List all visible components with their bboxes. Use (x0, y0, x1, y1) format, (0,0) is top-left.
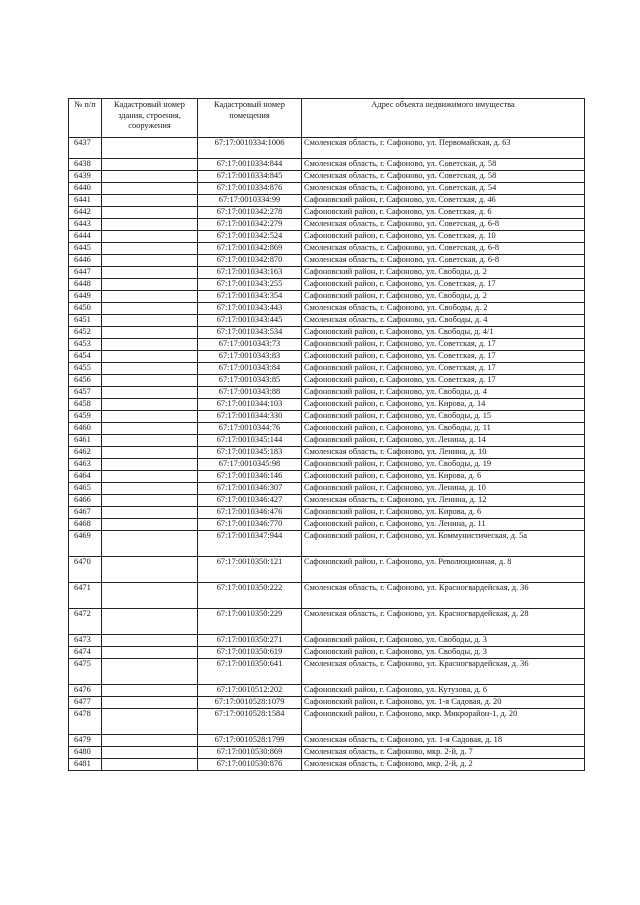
address-cell: Смоленская область, г. Сафоново, ул. 1-я Садовая, д. 18 (302, 735, 585, 747)
building-cadastral-cell (102, 411, 198, 423)
row-number-cell: 6479 (69, 735, 102, 747)
address-cell: Сафоновский район, г. Сафоново, ул. Советская, д. 17 (302, 279, 585, 291)
table-header (69, 99, 585, 138)
row-number-cell: 6481 (69, 759, 102, 771)
header-building-cadastral: Кадастровый номер здания, строения, сооружения (102, 99, 198, 138)
table-row (69, 219, 585, 231)
building-cadastral-cell (102, 399, 198, 411)
room-cadastral-cell: 67:17:0010528:1799 (198, 735, 302, 747)
table-row (69, 647, 585, 659)
building-cadastral-cell (102, 483, 198, 495)
room-cadastral-cell: 67:17:0010343:85 (198, 375, 302, 387)
table-row (69, 255, 585, 267)
building-cadastral-cell (102, 255, 198, 267)
room-cadastral-cell: 67:17:0010334:845 (198, 171, 302, 183)
table-row (69, 659, 585, 685)
building-cadastral-cell (102, 435, 198, 447)
table-row (69, 231, 585, 243)
row-number-cell: 6472 (69, 609, 102, 635)
row-number-cell: 6458 (69, 399, 102, 411)
row-number-cell: 6459 (69, 411, 102, 423)
table-row (69, 495, 585, 507)
building-cadastral-cell (102, 609, 198, 635)
table-row (69, 339, 585, 351)
row-number-cell: 6442 (69, 207, 102, 219)
address-cell: Смоленская область, г. Сафоново, ул. Ленина, д. 10 (302, 447, 585, 459)
address-cell: Сафоновский район, г. Сафоново, ул. Свободы, д. 2 (302, 267, 585, 279)
row-number-cell: 6470 (69, 557, 102, 583)
building-cadastral-cell (102, 243, 198, 255)
room-cadastral-cell: 67:17:0010342:278 (198, 207, 302, 219)
building-cadastral-cell (102, 207, 198, 219)
building-cadastral-cell (102, 195, 198, 207)
table-row (69, 171, 585, 183)
room-cadastral-cell: 67:17:0010334:99 (198, 195, 302, 207)
building-cadastral-cell (102, 507, 198, 519)
room-cadastral-cell: 67:17:0010530:869 (198, 747, 302, 759)
address-cell: Смоленская область, г. Сафоново, ул. Свободы, д. 2 (302, 303, 585, 315)
room-cadastral-cell: 67:17:0010343:73 (198, 339, 302, 351)
room-cadastral-cell: 67:17:0010528:1584 (198, 709, 302, 735)
table-row (69, 709, 585, 735)
address-cell: Сафоновский район, г. Сафоново, ул. Коммунистическая, д. 5а (302, 531, 585, 557)
building-cadastral-cell (102, 635, 198, 647)
address-cell: Смоленская область, г. Сафоново, ул. Красногвардейская, д. 36 (302, 659, 585, 685)
address-cell: Смоленская область, г. Сафоново, ул. Советская, д. 58 (302, 159, 585, 171)
room-cadastral-cell: 67:17:0010343:84 (198, 363, 302, 375)
table-row (69, 685, 585, 697)
row-number-cell: 6447 (69, 267, 102, 279)
building-cadastral-cell (102, 659, 198, 685)
building-cadastral-cell (102, 735, 198, 747)
row-number-cell: 6441 (69, 195, 102, 207)
address-cell: Сафоновский район, г. Сафоново, ул. Ленина, д. 11 (302, 519, 585, 531)
building-cadastral-cell (102, 303, 198, 315)
address-cell: Сафоновский район, г. Сафоново, ул. Советская, д. 10 (302, 231, 585, 243)
address-cell: Сафоновский район, г. Сафоново, ул. Свободы, д. 4 (302, 387, 585, 399)
row-number-cell: 6449 (69, 291, 102, 303)
row-number-cell: 6473 (69, 635, 102, 647)
building-cadastral-cell (102, 183, 198, 195)
row-number-cell: 6465 (69, 483, 102, 495)
table-row (69, 138, 585, 159)
row-number-cell: 6471 (69, 583, 102, 609)
address-cell: Смоленская область, г. Сафоново, ул. Советская, д. 54 (302, 183, 585, 195)
row-number-cell: 6451 (69, 315, 102, 327)
document-page (68, 98, 584, 771)
table-row (69, 207, 585, 219)
table-row (69, 583, 585, 609)
table-row (69, 423, 585, 435)
table-row (69, 327, 585, 339)
row-number-cell: 6454 (69, 351, 102, 363)
room-cadastral-cell: 67:17:0010334:844 (198, 159, 302, 171)
row-number-cell: 6468 (69, 519, 102, 531)
address-cell: Сафоновский район, г. Сафоново, ул. Советская, д. 17 (302, 339, 585, 351)
building-cadastral-cell (102, 685, 198, 697)
room-cadastral-cell: 67:17:0010343:83 (198, 351, 302, 363)
room-cadastral-cell: 67:17:0010346:427 (198, 495, 302, 507)
building-cadastral-cell (102, 697, 198, 709)
address-cell: Сафоновский район, г. Сафоново, ул. Свободы, д. 19 (302, 459, 585, 471)
row-number-cell: 6478 (69, 709, 102, 735)
building-cadastral-cell (102, 647, 198, 659)
row-number-cell: 6439 (69, 171, 102, 183)
row-number-cell: 6466 (69, 495, 102, 507)
building-cadastral-cell (102, 759, 198, 771)
building-cadastral-cell (102, 747, 198, 759)
table-row (69, 483, 585, 495)
address-cell: Сафоновский район, г. Сафоново, мкр. Микрорайон-1, д. 20 (302, 709, 585, 735)
building-cadastral-cell (102, 327, 198, 339)
address-cell: Сафоновский район, г. Сафоново, ул. Кирова, д. 6 (302, 507, 585, 519)
building-cadastral-cell (102, 171, 198, 183)
room-cadastral-cell: 67:17:0010350:121 (198, 557, 302, 583)
building-cadastral-cell (102, 423, 198, 435)
row-number-cell: 6446 (69, 255, 102, 267)
room-cadastral-cell: 67:17:0010334:876 (198, 183, 302, 195)
address-cell: Сафоновский район, г. Сафоново, ул. Советская, д. 17 (302, 363, 585, 375)
address-cell: Сафоновский район, г. Сафоново, ул. Кирова, д. 6 (302, 471, 585, 483)
address-cell: Сафоновский район, г. Сафоново, ул. Ленина, д. 10 (302, 483, 585, 495)
table-row (69, 411, 585, 423)
table-row (69, 459, 585, 471)
table-row (69, 183, 585, 195)
table-row (69, 291, 585, 303)
room-cadastral-cell: 67:17:0010345:98 (198, 459, 302, 471)
building-cadastral-cell (102, 291, 198, 303)
row-number-cell: 6475 (69, 659, 102, 685)
address-cell: Сафоновский район, г. Сафоново, ул. Советская, д. 46 (302, 195, 585, 207)
room-cadastral-cell: 67:17:0010350:641 (198, 659, 302, 685)
room-cadastral-cell: 67:17:0010345:144 (198, 435, 302, 447)
table-row (69, 267, 585, 279)
row-number-cell: 6448 (69, 279, 102, 291)
row-number-cell: 6437 (69, 138, 102, 159)
building-cadastral-cell (102, 531, 198, 557)
building-cadastral-cell (102, 267, 198, 279)
table-row (69, 363, 585, 375)
table-row (69, 303, 585, 315)
table-row (69, 471, 585, 483)
building-cadastral-cell (102, 351, 198, 363)
address-cell: Сафоновский район, г. Сафоново, ул. Советская, д. 6 (302, 207, 585, 219)
address-cell: Смоленская область, г. Сафоново, ул. Первомайская, д. 63 (302, 138, 585, 159)
table-row (69, 557, 585, 583)
row-number-cell: 6443 (69, 219, 102, 231)
address-cell: Смоленская область, г. Сафоново, ул. Советская, д. 6-8 (302, 243, 585, 255)
room-cadastral-cell: 67:17:0010346:307 (198, 483, 302, 495)
row-number-cell: 6474 (69, 647, 102, 659)
table-row (69, 243, 585, 255)
building-cadastral-cell (102, 459, 198, 471)
building-cadastral-cell (102, 159, 198, 171)
room-cadastral-cell: 67:17:0010342:869 (198, 243, 302, 255)
address-cell: Смоленская область, г. Сафоново, ул. Красногвардейская, д. 36 (302, 583, 585, 609)
building-cadastral-cell (102, 495, 198, 507)
building-cadastral-cell (102, 339, 198, 351)
room-cadastral-cell: 67:17:0010342:279 (198, 219, 302, 231)
address-cell: Сафоновский район, г. Сафоново, ул. Советская, д. 17 (302, 351, 585, 363)
row-number-cell: 6467 (69, 507, 102, 519)
address-cell: Смоленская область, г. Сафоново, ул. Красногвардейская, д. 28 (302, 609, 585, 635)
address-cell: Сафоновский район, г. Сафоново, ул. Революционная, д. 8 (302, 557, 585, 583)
row-number-cell: 6463 (69, 459, 102, 471)
table-row (69, 735, 585, 747)
address-cell: Сафоновский район, г. Сафоново, ул. Свободы, д. 11 (302, 423, 585, 435)
building-cadastral-cell (102, 557, 198, 583)
property-table (68, 98, 585, 771)
table-row (69, 375, 585, 387)
header-room-cadastral: Кадастровый номер помещения (198, 99, 302, 138)
building-cadastral-cell (102, 219, 198, 231)
table-row (69, 351, 585, 363)
room-cadastral-cell: 67:17:0010350:222 (198, 583, 302, 609)
row-number-cell: 6453 (69, 339, 102, 351)
row-number-cell: 6480 (69, 747, 102, 759)
address-cell: Сафоновский район, г. Сафоново, ул. Советская, д. 17 (302, 375, 585, 387)
room-cadastral-cell: 67:17:0010343:88 (198, 387, 302, 399)
table-row (69, 399, 585, 411)
table-row (69, 635, 585, 647)
row-number-cell: 6440 (69, 183, 102, 195)
room-cadastral-cell: 67:17:0010350:229 (198, 609, 302, 635)
table-row (69, 387, 585, 399)
address-cell: Сафоновский район, г. Сафоново, ул. Свободы, д. 2 (302, 291, 585, 303)
building-cadastral-cell (102, 375, 198, 387)
room-cadastral-cell: 67:17:0010512:202 (198, 685, 302, 697)
building-cadastral-cell (102, 315, 198, 327)
room-cadastral-cell: 67:17:0010345:183 (198, 447, 302, 459)
building-cadastral-cell (102, 138, 198, 159)
room-cadastral-cell: 67:17:0010343:354 (198, 291, 302, 303)
row-number-cell: 6452 (69, 327, 102, 339)
address-cell: Сафоновский район, г. Сафоново, ул. Кутузова, д. 6 (302, 685, 585, 697)
table-row (69, 609, 585, 635)
address-cell: Сафоновский район, г. Сафоново, ул. Свободы, д. 3 (302, 635, 585, 647)
row-number-cell: 6476 (69, 685, 102, 697)
address-cell: Сафоновский район, г. Сафоново, ул. Ленина, д. 14 (302, 435, 585, 447)
table-row (69, 531, 585, 557)
row-number-cell: 6444 (69, 231, 102, 243)
table-row (69, 697, 585, 709)
address-cell: Смоленская область, г. Сафоново, мкр. 2-й, д. 2 (302, 759, 585, 771)
row-number-cell: 6450 (69, 303, 102, 315)
address-cell: Смоленская область, г. Сафоново, ул. Советская, д. 6-8 (302, 219, 585, 231)
room-cadastral-cell: 67:17:0010346:770 (198, 519, 302, 531)
room-cadastral-cell: 67:17:0010343:163 (198, 267, 302, 279)
address-cell: Смоленская область, г. Сафоново, мкр. 2-й, д. 7 (302, 747, 585, 759)
row-number-cell: 6445 (69, 243, 102, 255)
address-cell: Смоленская область, г. Сафоново, ул. Свободы, д. 4 (302, 315, 585, 327)
row-number-cell: 6455 (69, 363, 102, 375)
address-cell: Смоленская область, г. Сафоново, ул. Советская, д. 58 (302, 171, 585, 183)
building-cadastral-cell (102, 231, 198, 243)
address-cell: Смоленская область, г. Сафоново, ул. Советская, д. 6-8 (302, 255, 585, 267)
row-number-cell: 6469 (69, 531, 102, 557)
row-number-cell: 6457 (69, 387, 102, 399)
building-cadastral-cell (102, 709, 198, 735)
table-row (69, 519, 585, 531)
address-cell: Сафоновский район, г. Сафоново, ул. 1-я Садовая, д. 20 (302, 697, 585, 709)
row-number-cell: 6461 (69, 435, 102, 447)
row-number-cell: 6438 (69, 159, 102, 171)
table-row (69, 747, 585, 759)
table-row (69, 195, 585, 207)
room-cadastral-cell: 67:17:0010343:534 (198, 327, 302, 339)
building-cadastral-cell (102, 447, 198, 459)
row-number-cell: 6460 (69, 423, 102, 435)
table-body (69, 138, 585, 771)
table-row (69, 435, 585, 447)
header-address: Адрес объекта недвижимого имущества (302, 99, 585, 138)
building-cadastral-cell (102, 519, 198, 531)
room-cadastral-cell: 67:17:0010530:876 (198, 759, 302, 771)
room-cadastral-cell: 67:17:0010342:524 (198, 231, 302, 243)
row-number-cell: 6456 (69, 375, 102, 387)
building-cadastral-cell (102, 387, 198, 399)
room-cadastral-cell: 67:17:0010343:443 (198, 303, 302, 315)
room-cadastral-cell: 67:17:0010347:944 (198, 531, 302, 557)
table-row (69, 315, 585, 327)
address-cell: Сафоновский район, г. Сафоново, ул. Свободы, д. 15 (302, 411, 585, 423)
row-number-cell: 6462 (69, 447, 102, 459)
room-cadastral-cell: 67:17:0010344:76 (198, 423, 302, 435)
room-cadastral-cell: 67:17:0010350:619 (198, 647, 302, 659)
room-cadastral-cell: 67:17:0010343:445 (198, 315, 302, 327)
building-cadastral-cell (102, 279, 198, 291)
table-row (69, 759, 585, 771)
table-row (69, 159, 585, 171)
address-cell: Сафоновский район, г. Сафоново, ул. Кирова, д. 14 (302, 399, 585, 411)
room-cadastral-cell: 67:17:0010350:271 (198, 635, 302, 647)
table-row (69, 507, 585, 519)
building-cadastral-cell (102, 583, 198, 609)
row-number-cell: 6464 (69, 471, 102, 483)
room-cadastral-cell: 67:17:0010342:870 (198, 255, 302, 267)
room-cadastral-cell: 67:17:0010334:1006 (198, 138, 302, 159)
room-cadastral-cell: 67:17:0010346:476 (198, 507, 302, 519)
building-cadastral-cell (102, 363, 198, 375)
address-cell: Сафоновский район, г. Сафоново, ул. Свободы, д. 4/1 (302, 327, 585, 339)
room-cadastral-cell: 67:17:0010343:255 (198, 279, 302, 291)
room-cadastral-cell: 67:17:0010346:146 (198, 471, 302, 483)
address-cell: Смоленская область, г. Сафоново, ул. Ленина, д. 12 (302, 495, 585, 507)
room-cadastral-cell: 67:17:0010344:103 (198, 399, 302, 411)
address-cell: Сафоновский район, г. Сафоново, ул. Свободы, д. 3 (302, 647, 585, 659)
row-number-cell: 6477 (69, 697, 102, 709)
room-cadastral-cell: 67:17:0010528:1079 (198, 697, 302, 709)
table-row (69, 279, 585, 291)
room-cadastral-cell: 67:17:0010344:330 (198, 411, 302, 423)
header-row-number: № п/п (69, 99, 102, 138)
building-cadastral-cell (102, 471, 198, 483)
table-row (69, 447, 585, 459)
